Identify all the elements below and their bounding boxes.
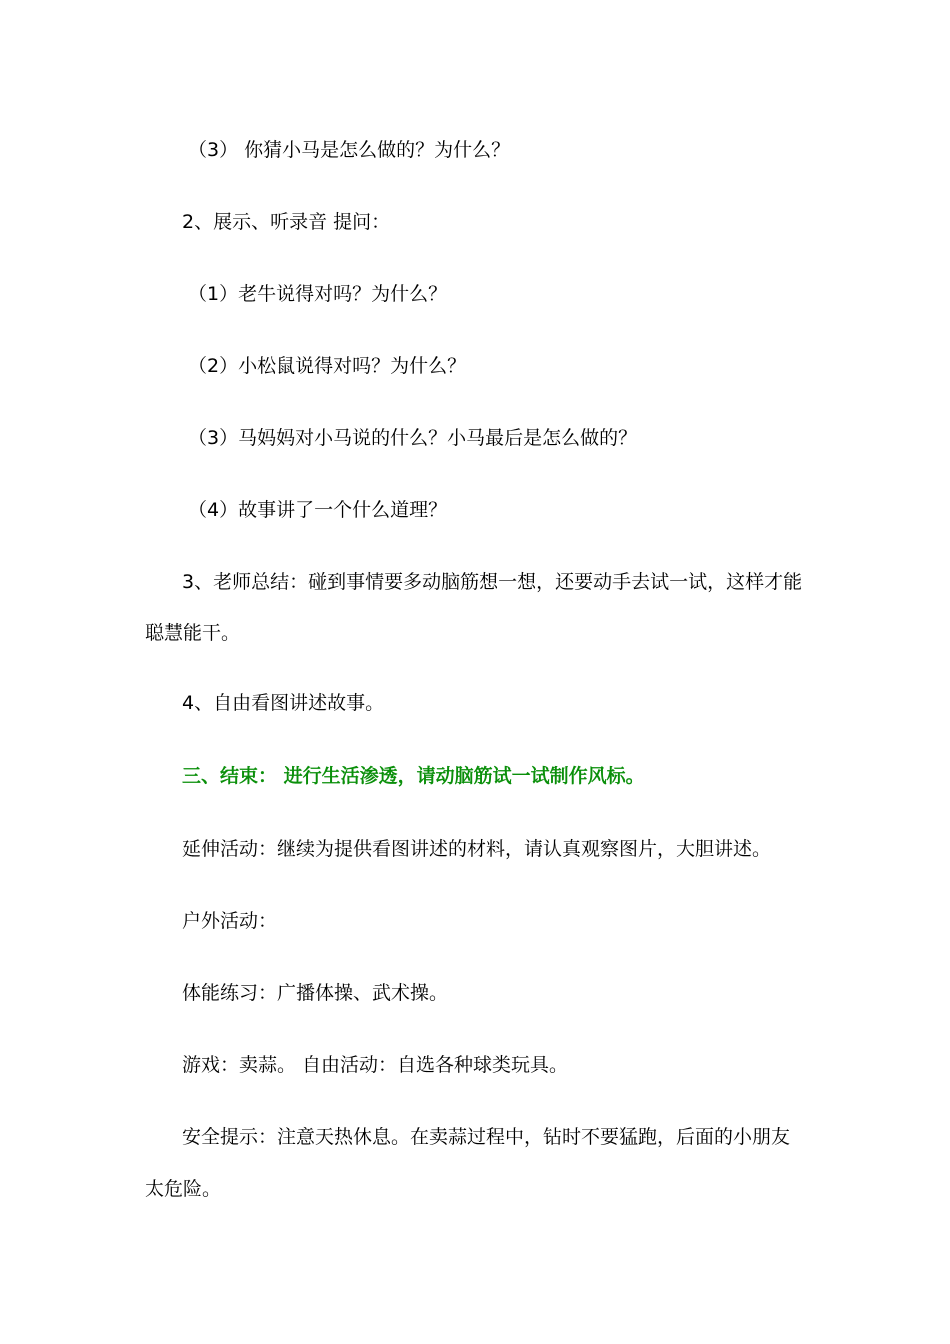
safety-tip: 安全提示：注意天热休息。在卖蒜过程中，钻时不要猛跑，后面的小朋友 — [182, 1126, 791, 1148]
physical-exercise: 体能练习：广播体操、武术操。 — [182, 982, 449, 1004]
game-free-activity: 游戏：卖蒜。 自由活动：自选各种球类玩具。 — [182, 1054, 569, 1076]
step-3-summary-continued: 聪慧能干。 — [145, 622, 241, 644]
section-3-heading: 三、结束： 进行生活渗透，请动脑筋试一试制作风标。 — [182, 765, 645, 787]
question-4: （4）故事讲了一个什么道理？ — [188, 499, 448, 521]
question-3: （3）马妈妈对小马说的什么？小马最后是怎么做的？ — [188, 427, 638, 449]
extension-activity: 延伸活动：继续为提供看图讲述的材料，请认真观察图片，大胆讲述。 — [182, 838, 772, 860]
question-1: （1）老牛说得对吗？为什么？ — [188, 283, 448, 305]
safety-tip-continued: 太危险。 — [145, 1178, 222, 1200]
outdoor-activity-heading: 户外活动： — [182, 910, 278, 932]
step-4: 4、自由看图讲述故事。 — [182, 692, 385, 714]
question-3-guess: （3） 你猜小马是怎么做的？为什么？ — [188, 139, 511, 161]
step-2-heading: 2、展示、听录音 提问： — [182, 211, 391, 233]
step-3-summary: 3、老师总结：碰到事情要多动脑筋想一想，还要动手去试一试，这样才能 — [182, 571, 803, 593]
question-2: （2）小松鼠说得对吗？为什么？ — [188, 355, 467, 377]
